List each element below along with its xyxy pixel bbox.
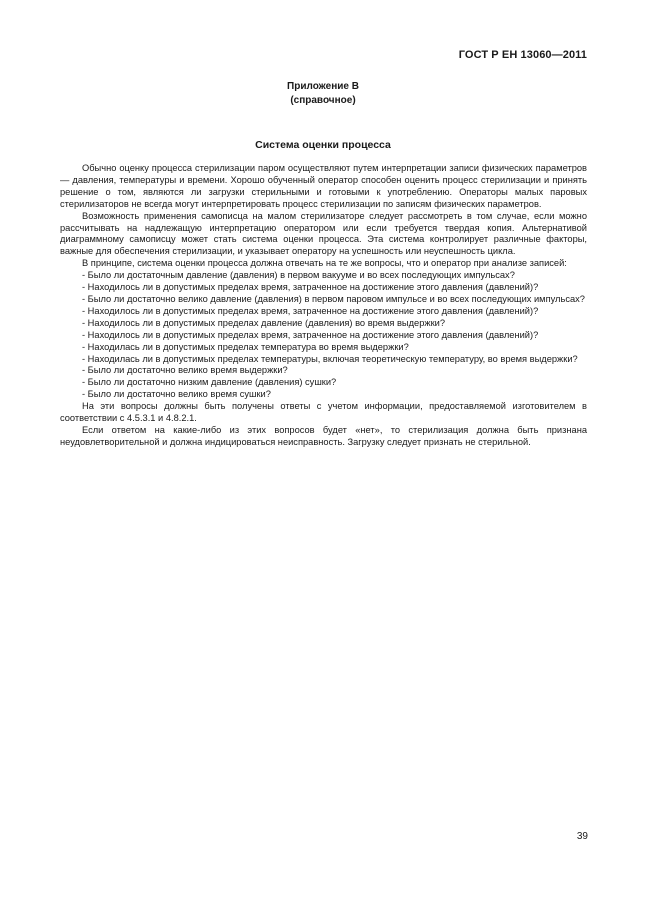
question-item: - Было ли достаточно велико время сушки?: [82, 389, 271, 400]
question-item: - Находилось ли в допустимых пределах время, затраченное на достижение этого давления (давлений)?: [82, 305, 539, 316]
question-item: - Находилась ли в допустимых пределах температура во время выдержки?: [82, 341, 409, 352]
question-item: - Находилась ли в допустимых пределах температуры, включая теоретическую температуру, во время выдержки?: [82, 353, 578, 364]
question-item: - Находилось ли в допустимых пределах давление (давления) во время выдержки?: [82, 317, 446, 328]
question-item: - Было ли достаточно велико время выдержки?: [82, 365, 288, 376]
paragraph: В принципе, система оценки процесса должна отвечать на те же вопросы, что и оператор при анализе записей:: [82, 258, 567, 269]
paragraph: Если ответом на какие-либо из этих вопросов будет «нет», то стерилизация должна быть признана неудовлетворительной и должна индицироваться неисправность. Загрузку следует признать не стерильной.: [60, 424, 587, 447]
paragraph: Возможность применения самописца на малом стерилизаторе следует рассмотреть в том случае, если можно рассчитывать на надлежащую интерпретацию оператором или если требуется твердая копия. Альтернативой диаграммному самописцу может стать система оценки процесса. Эта система контролирует различные факторы, важные для обеспечения стерилизации, и указывает оператору на успешность или неуспешность цикла.: [60, 210, 587, 257]
body-text: [60, 163, 587, 449]
question-item: - Находилось ли в допустимых пределах время, затраченное на достижение этого давления (давлений)?: [82, 282, 539, 293]
appendix-title: Приложение В: [287, 81, 359, 92]
question-item: - Было ли достаточно велико давление (давления) в первом паровом импульсе и во всех последующих импульсах?: [82, 293, 585, 304]
question-item: - Было ли достаточно низким давление (давления) сушки?: [82, 377, 337, 388]
standard-code: ГОСТ Р ЕН 13060—2011: [458, 49, 587, 61]
question-item: - Находилось ли в допустимых пределах время, затраченное на достижение этого давления (давлений)?: [82, 329, 539, 340]
paragraph: На эти вопросы должны быть получены ответы с учетом информации, предоставляемой изготовителем в соответствии с 4.5.3.1 и 4.8.2.1.: [60, 401, 587, 424]
appendix-heading: [0, 80, 646, 108]
page-number: 39: [576, 831, 588, 842]
section-title: Система оценки процесса: [255, 139, 391, 151]
question-item: - Было ли достаточным давление (давления) в первом вакууме и во всех последующих импульсах?: [82, 270, 515, 281]
paragraph: Обычно оценку процесса стерилизации паром осуществляют путем интерпретации записи физических параметров — давления, температуры и времени. Хорошо обученный оператор способен оценить процесс стерилизации и принять решение о том, являются ли загрузки стерильными и готовыми к употреблению. Операторы малых паровых стерилизаторов не всегда могут интерпретировать процесс стерилизации по записям физических параметров.: [60, 163, 587, 209]
appendix-note: (справочное): [290, 95, 356, 106]
